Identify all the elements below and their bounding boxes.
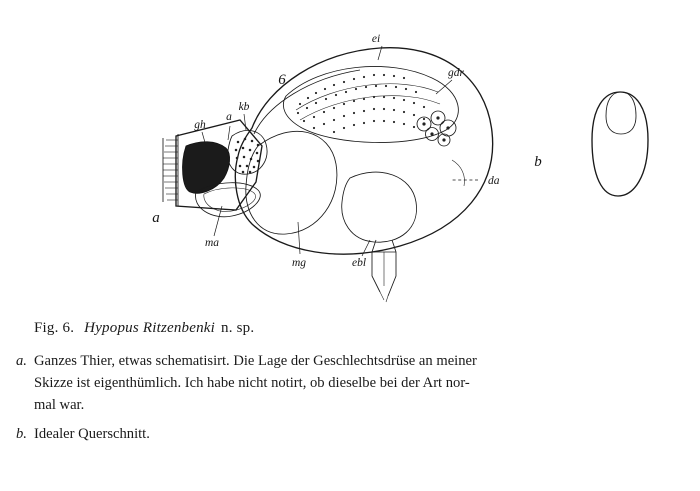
caption-nsp: n. sp. xyxy=(221,320,255,336)
gdr-gonad xyxy=(283,66,458,142)
label-a-small: a xyxy=(226,111,232,123)
label-kb: kb xyxy=(238,101,250,113)
label-leaders-a xyxy=(202,46,478,256)
cross-section-cap xyxy=(606,92,636,134)
specimen-a-whole-animal xyxy=(163,48,493,302)
caption-item-a xyxy=(16,350,682,417)
label-mg: mg xyxy=(291,257,307,269)
caption-marker-a: a. xyxy=(16,353,27,369)
caption-a-line-1: Ganzes Thier, etwas schematisirt. Die Lage der Geschlechtsdrüse an meiner xyxy=(34,353,477,369)
label-gh: gh xyxy=(194,119,206,131)
label-ei: ei xyxy=(371,33,381,45)
leader-a-small xyxy=(228,126,230,140)
label-gdr: gdr xyxy=(448,67,464,79)
label-da: da xyxy=(488,175,500,187)
label-a-main: a xyxy=(152,210,160,226)
leader-ebl xyxy=(362,240,370,256)
caption-fig-number: Fig. 6. xyxy=(34,320,75,336)
ebl-organ-outline xyxy=(342,172,417,242)
caption-body-b xyxy=(34,423,416,445)
caption-a-line-3: mal war. xyxy=(34,397,85,414)
caption-item-b xyxy=(16,423,416,445)
caption-a-line-2: Skizze ist eigenthümlich. Ich habe nicht notirt, ob dieselbe bei der Art nor- xyxy=(34,375,470,392)
mg-organ-outline xyxy=(246,131,337,234)
leader-gdr xyxy=(436,80,452,94)
label-figure-number: 6 xyxy=(278,72,286,88)
caption-title xyxy=(34,320,254,337)
da-inner-line xyxy=(452,160,465,186)
label-ma: ma xyxy=(204,237,220,249)
label-b-main: b xyxy=(534,154,542,170)
cross-section-outline xyxy=(592,92,648,196)
specimen-b-cross-section xyxy=(592,92,648,196)
label-ebl: ebl xyxy=(351,257,367,269)
caption-species-name: Hypopus Ritzenbenki xyxy=(84,320,216,336)
caption-body-a xyxy=(34,350,682,417)
caption-marker-b: b. xyxy=(16,426,27,442)
ei-egg-cluster xyxy=(417,111,456,146)
gh-dark-mass xyxy=(183,142,230,194)
leader-kb xyxy=(244,114,246,130)
caption-b-line-1: Idealer Querschnitt. xyxy=(34,426,150,442)
